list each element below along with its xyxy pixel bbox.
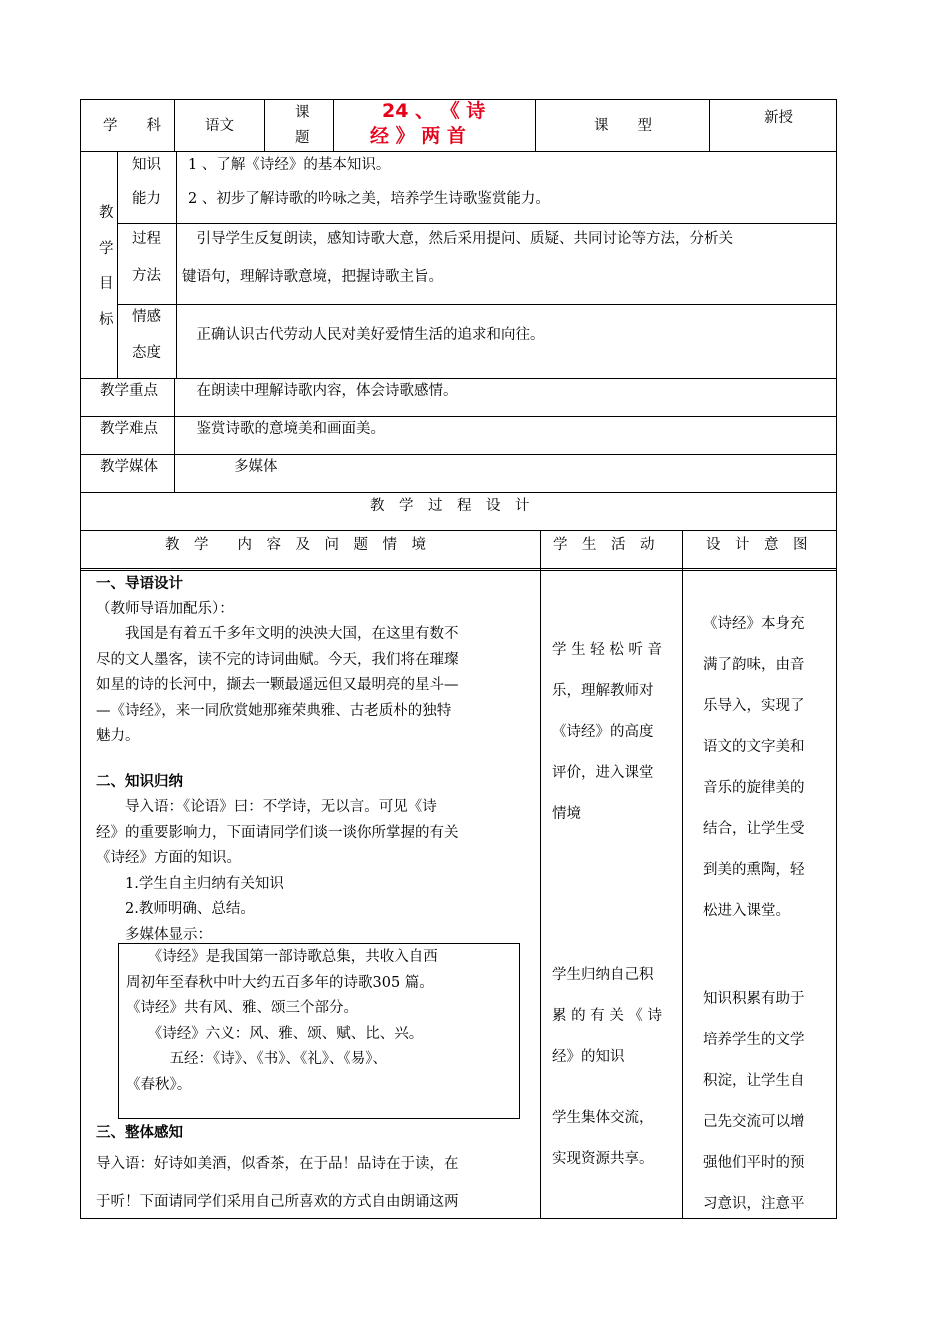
- intent-line: 积淀，让学生自: [703, 1073, 805, 1089]
- activity-line: 《诗经》的高度: [552, 724, 654, 740]
- box-line: 五经：《诗》、《书》、《礼》、《易》、: [126, 1051, 387, 1067]
- box-line: 《诗经》是我国第一部诗歌总集，共收入自西: [126, 949, 438, 965]
- multimedia-box-text: [126, 945, 438, 1098]
- difficulties-label: 教学难点: [100, 421, 158, 437]
- emotion-text: 正确认识古代劳动人民对美好爱情生活的追求和向往。: [182, 327, 545, 343]
- activity-line: 实现资源共享。: [552, 1151, 654, 1167]
- objectives-side-label-3: 目: [99, 276, 114, 292]
- objectives-side-label-4: 标: [99, 312, 114, 328]
- media-label: 教学媒体: [100, 459, 158, 475]
- process-label-2: 方法: [132, 268, 161, 284]
- activity-block-2: [552, 955, 662, 1078]
- column-header-intent: 设 计 意 图: [706, 537, 808, 553]
- section-2-title: 二、知识归纳: [96, 774, 183, 790]
- objectives-side-label-1: 教: [99, 205, 114, 221]
- intent-line: 己先交流可以增: [703, 1114, 805, 1130]
- section-3-paragraph: [96, 1145, 459, 1221]
- emotion-label-1: 情感: [132, 309, 161, 325]
- media-text: 多媒体: [234, 459, 278, 475]
- intent-line: 知识积累有助于: [703, 991, 805, 1007]
- section-1-paragraph: [96, 622, 459, 750]
- intent-line: 强他们平时的预: [703, 1155, 805, 1171]
- knowledge-label-1: 知识: [132, 157, 161, 173]
- intent-line: 松进入课堂。: [703, 903, 790, 919]
- section-2-paragraph: [96, 795, 459, 948]
- section-3-line: 导入语：好诗如美酒，似香茶，在于品！品诗在于读，在: [96, 1156, 459, 1172]
- activity-line: 累 的 有 关 《 诗: [552, 1008, 663, 1024]
- subject-label: 学 科: [103, 118, 161, 134]
- box-line: 《诗经》共有风、雅、颂三个部分。: [126, 1000, 358, 1016]
- activity-line: 经》的知识: [552, 1049, 625, 1065]
- knowledge-label-2: 能力: [132, 191, 161, 207]
- key-points-label: 教学重点: [100, 383, 158, 399]
- topic-value-line-2: 经 》 两 首: [370, 125, 466, 147]
- intent-line: 音乐的旋律美的: [703, 780, 805, 796]
- intent-block-2: [703, 979, 805, 1225]
- section-2-line: 经》的重要影响力，下面请同学们谈一谈你所掌握的有关: [96, 824, 459, 841]
- activity-line: 评价，进入课堂: [552, 765, 654, 781]
- process-line-2: 键语句，理解诗歌意境，把握诗歌主旨。: [182, 269, 443, 285]
- section-1-line: 魅力。: [96, 728, 140, 744]
- column-header-content: 教 学 内 容 及 问 题 情 境: [165, 537, 426, 553]
- topic-label-1: 课: [295, 105, 310, 121]
- section-2-line: 1.学生自主归纳有关知识: [96, 875, 284, 892]
- type-label: 课 型: [594, 118, 652, 134]
- section-1-line: 我国是有着五千多年文明的泱泱大国，在这里有数不: [96, 626, 459, 642]
- key-points-text: 在朗读中理解诗歌内容，体会诗歌感情。: [182, 383, 458, 399]
- knowledge-line-2: 2 、初步了解诗歌的吟咏之美，培养学生诗歌鉴赏能力。: [188, 191, 550, 207]
- intent-line: 培养学生的文学: [703, 1032, 805, 1048]
- subject-value: 语文: [205, 118, 234, 134]
- difficulties-text: 鉴赏诗歌的意境美和画面美。: [182, 421, 385, 437]
- section-1-subtitle: （教师导语加配乐）：: [96, 601, 234, 617]
- activity-line: 情境: [552, 806, 581, 822]
- section-1-title: 一、导语设计: [96, 576, 183, 592]
- column-header-activity: 学 生 活 动: [553, 537, 655, 553]
- activity-block-3: [552, 1098, 654, 1180]
- topic-value-line-1: 24 、 《 诗: [382, 100, 486, 122]
- process-label-1: 过程: [132, 231, 161, 247]
- intent-line: 习意识，注意平: [703, 1196, 805, 1212]
- box-line: 周初年至春秋中叶大约五百多年的诗歌305 篇。: [126, 974, 434, 991]
- box-line: 《春秋》。: [126, 1076, 192, 1093]
- process-design-title: 教 学 过 程 设 计: [370, 498, 530, 514]
- section-2-line: 导入语：《论语》曰：不学诗，无以言。可见《诗: [96, 799, 437, 815]
- section-1-line: 尽的文人墨客，读不完的诗词曲赋。今天，我们将在璀璨: [96, 651, 459, 668]
- activity-line: 学生集体交流，: [552, 1110, 654, 1126]
- section-3-line: 于听！下面请同学们采用自己所喜欢的方式自由朗诵这两: [96, 1194, 459, 1210]
- intent-block-1: [703, 604, 805, 932]
- intent-line: 满了韵味，由音: [703, 657, 805, 673]
- intent-line: 《诗经》本身充: [703, 616, 805, 632]
- section-2-line: 《诗经》方面的知识。: [96, 850, 241, 866]
- activity-line: 学生归纳自己积: [552, 967, 654, 983]
- type-value: 新授: [764, 110, 793, 126]
- intent-line: 到美的熏陶，轻: [703, 862, 805, 878]
- emotion-label-2: 态度: [132, 345, 161, 361]
- section-1-line: —《诗经》，来一同欣赏她那雍荣典雅、古老质朴的独特: [96, 702, 452, 719]
- knowledge-line-1: 1 、了解《诗经》的基本知识。: [188, 157, 391, 173]
- activity-line: 学 生 轻 松 听 音: [552, 642, 663, 658]
- section-1-line: 如星的诗的长河中，撷去一颗最遥远但又最明亮的星斗—: [96, 677, 459, 693]
- section-3-title: 三、整体感知: [96, 1125, 183, 1141]
- box-line: 《诗经》六义：风、雅、颂、赋、比、兴。: [126, 1025, 424, 1042]
- section-2-line: 多媒体显示：: [96, 926, 212, 943]
- section-2-line: 2.教师明确、总结。: [96, 901, 255, 917]
- process-line-1: 引导学生反复朗读，感知诗歌大意，然后采用提问、质疑、共同讨论等方法，分析关: [182, 231, 733, 247]
- intent-line: 语文的文字美和: [703, 739, 805, 755]
- intent-line: 结合，让学生受: [703, 821, 805, 837]
- topic-label-2: 题: [295, 130, 310, 146]
- activity-block-1: [552, 630, 662, 835]
- intent-line: 乐导入，实现了: [703, 698, 805, 714]
- objectives-side-label-2: 学: [99, 241, 114, 257]
- activity-line: 乐，理解教师对: [552, 683, 654, 699]
